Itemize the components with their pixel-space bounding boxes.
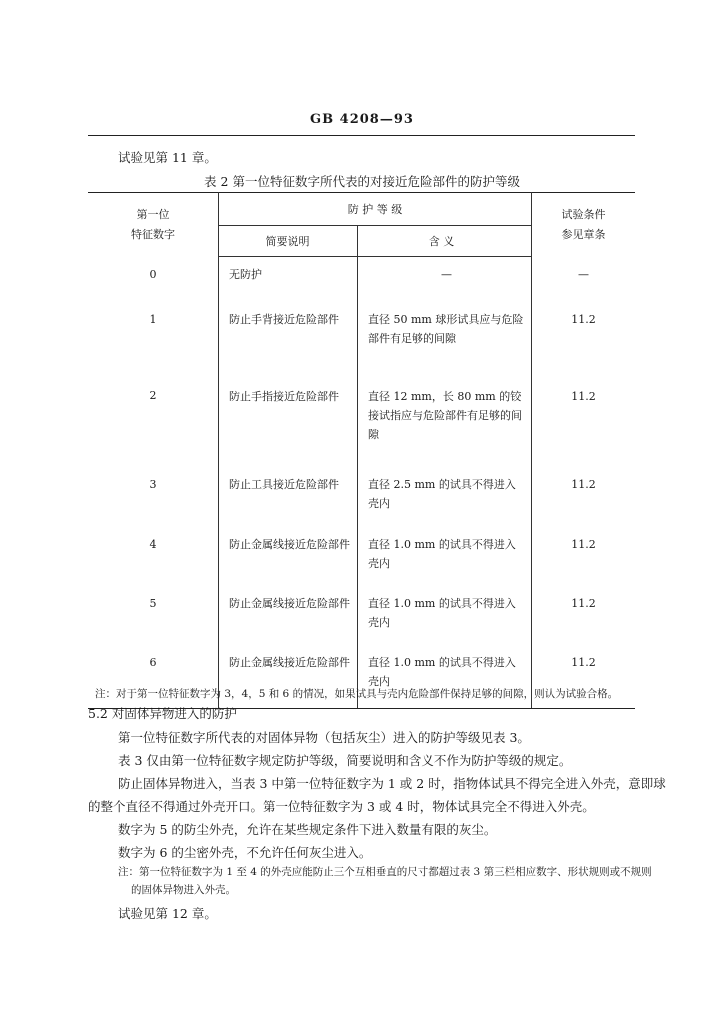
cell-digit: 6: [88, 652, 219, 709]
header-test-clause: 试验条件 参见章条: [532, 193, 636, 257]
cell-meaning: 直径 1.0 mm 的试具不得进入壳内: [358, 534, 532, 593]
paragraph: 防止固体异物进入，当表 3 中第一位特征数字为 1 或 2 时，指物体试具不得完全进入外壳，意即球: [118, 776, 666, 791]
cell-test: —: [532, 257, 636, 306]
table-row: [88, 386, 635, 474]
cell-brief: 防止手指接近危险部件: [219, 386, 358, 474]
section-note: 注：第一位特征数字为 1 至 4 的外壳应能防止三个互相垂直的尺寸都超过表 3 第三栏相应数字、形状规则或不规则: [118, 866, 652, 878]
paragraph: 第一位特征数字所代表的对固体异物（包括灰尘）进入的防护等级见表 3。: [118, 730, 530, 745]
cell-brief: 防止金属线接近危险部件: [219, 534, 358, 593]
paragraph: 数字为 5 的防尘外壳，允许在某些规定条件下进入数量有限的灰尘。: [118, 822, 497, 837]
cell-digit: 5: [88, 593, 219, 652]
cell-test: 11.2: [532, 534, 636, 593]
standard-number: GB 4208—93: [310, 112, 414, 127]
table-row: [88, 257, 635, 306]
table-caption: 表 2 第一位特征数字所代表的对接近危险部件的防护等级: [204, 174, 520, 189]
paragraph: 的整个直径不得通过外壳开口。第一位特征数字为 3 或 4 时，物体试具完全不得进入外壳。: [88, 799, 595, 814]
table-note: 注：对于第一位特征数字为 3，4，5 和 6 的情况，如果试具与壳内危险部件保持足够的间隙，则认为试验合格。: [95, 688, 619, 700]
protection-table: [88, 192, 635, 709]
table-row: [88, 593, 635, 652]
cell-meaning: 直径 2.5 mm 的试具不得进入壳内: [358, 474, 532, 534]
paragraph: 表 3 仅由第一位特征数字规定防护等级，简要说明和含义不作为防护等级的规定。: [118, 753, 572, 768]
cell-digit: 0: [88, 257, 219, 306]
cell-meaning: 直径 50 mm 球形试具应与危险部件有足够的间隙: [358, 306, 532, 386]
cell-digit: 2: [88, 386, 219, 474]
cell-digit: 4: [88, 534, 219, 593]
cell-meaning: —: [358, 257, 532, 306]
paragraph: 数字为 6 的尘密外壳，不允许任何灰尘进入。: [118, 845, 372, 860]
closing-line: 试验见第 12 章。: [118, 906, 217, 921]
table-row: [88, 534, 635, 593]
cell-test: 11.2: [532, 386, 636, 474]
cell-brief: 防止金属线接近危险部件: [219, 652, 358, 709]
cell-meaning: 直径 1.0 mm 的试具不得进入壳内: [358, 593, 532, 652]
cell-meaning: 直径 12 mm，长 80 mm 的铰接试指应与危险部件有足够的间隙: [358, 386, 532, 474]
cell-test: 11.2: [532, 652, 636, 709]
table-row: [88, 474, 635, 534]
cell-test: 11.2: [532, 593, 636, 652]
cell-digit: 1: [88, 306, 219, 386]
header-digit: 第一位 特征数字: [88, 193, 219, 257]
cell-digit: 3: [88, 474, 219, 534]
cell-brief: 防止金属线接近危险部件: [219, 593, 358, 652]
section-heading: 5.2 对固体异物进入的防护: [88, 706, 237, 721]
table-row: [88, 306, 635, 386]
cell-brief: 防止工具接近危险部件: [219, 474, 358, 534]
section-note-continued: 的固体异物进入外壳。: [131, 884, 236, 896]
cell-test: 11.2: [532, 306, 636, 386]
header-brief: 简要说明: [219, 226, 358, 257]
header-rule: [88, 135, 635, 136]
cell-brief: 无防护: [219, 257, 358, 306]
cell-meaning: 直径 1.0 mm 的试具不得进入壳内: [358, 652, 532, 709]
cell-brief: 防止手背接近危险部件: [219, 306, 358, 386]
header-meaning: 含 义: [358, 226, 532, 257]
header-protection-level: 防 护 等 级: [219, 193, 532, 226]
intro-line: 试验见第 11 章。: [118, 150, 217, 165]
cell-test: 11.2: [532, 474, 636, 534]
